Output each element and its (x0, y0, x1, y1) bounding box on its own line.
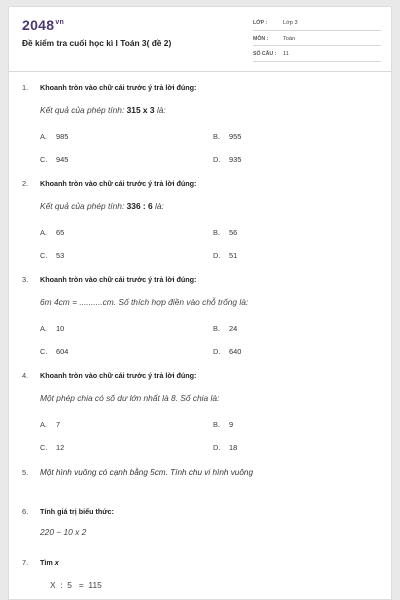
question-instruction: Khoanh tròn vào chữ cái trước ý trả lời đúng: (40, 275, 197, 284)
meta-label: MÔN : (253, 35, 269, 42)
option-value: 24 (229, 324, 238, 333)
prompt-tail: là: (155, 201, 164, 211)
question-number: 4. (22, 371, 29, 380)
option-c[interactable] (40, 443, 64, 452)
option-b[interactable] (213, 228, 237, 237)
option-b[interactable] (213, 132, 241, 141)
option-value: 945 (56, 155, 69, 164)
question-prompt: Một phép chia có số dư lớn nhất là 8. Số chia là: (40, 393, 220, 403)
question-number: 7. (22, 558, 29, 567)
option-d[interactable] (213, 155, 241, 164)
question-text: Một hình vuông có cạnh bằng 5cm. Tính chu vi hình vuông (40, 468, 254, 477)
instruction-variable: x (54, 558, 59, 567)
option-letter: C. (40, 155, 48, 164)
question-instruction: Tính giá trị biểu thức: (40, 507, 114, 516)
prompt-text: Kết quả của phép tính: (40, 201, 125, 211)
option-value: 7 (56, 420, 61, 429)
question-prompt (40, 201, 164, 211)
meta-row-subject (253, 33, 381, 47)
question-expression: 220 − 10 x 2 (40, 527, 87, 537)
option-value: 53 (56, 251, 65, 260)
question-prompt: 6m 4cm = ..........cm. Số thích hợp điền vào chỗ trống là: (40, 297, 249, 307)
question-instruction: Khoanh tròn vào chữ cái trước ý trả lời đúng: (40, 83, 197, 92)
option-value: 985 (56, 132, 69, 141)
meta-label: LỚP : (253, 20, 268, 27)
meta-value: 11 (283, 51, 289, 58)
header-divider (9, 71, 391, 72)
question-instruction: Khoanh tròn vào chữ cái trước ý trả lời đúng: (40, 179, 197, 188)
option-b[interactable] (213, 420, 233, 429)
prompt-tail: là: (156, 105, 166, 115)
option-value: 56 (229, 228, 238, 237)
option-letter: A. (40, 132, 47, 141)
question-number: 5. (22, 468, 29, 477)
exam-sheet (8, 6, 392, 600)
option-a[interactable] (40, 228, 64, 237)
option-a[interactable] (40, 324, 64, 333)
logo-suffix: vn (55, 19, 65, 27)
prompt-expression: 336 : 6 (126, 201, 153, 211)
option-letter: D. (213, 347, 221, 356)
exam-header (9, 7, 391, 71)
option-value: 935 (229, 155, 242, 164)
question-number: 3. (22, 275, 29, 284)
option-letter: B. (213, 228, 220, 237)
option-d[interactable] (213, 347, 241, 356)
option-value: 51 (229, 251, 238, 260)
option-value: 9 (229, 420, 234, 429)
option-c[interactable] (40, 251, 64, 260)
option-d[interactable] (213, 251, 237, 260)
question-instruction: Khoanh tròn vào chữ cái trước ý trả lời đúng: (40, 371, 197, 380)
exam-title: Đề kiểm tra cuối học kì I Toán 3( đề 2) (22, 38, 172, 48)
option-a[interactable] (40, 132, 68, 141)
option-c[interactable] (40, 155, 68, 164)
option-value: 640 (229, 347, 242, 356)
option-value: 10 (56, 324, 65, 333)
option-letter: D. (213, 155, 221, 164)
option-value: 18 (229, 443, 238, 452)
option-letter: B. (213, 324, 220, 333)
prompt-expression: 315 x 3 (126, 105, 155, 115)
meta-row-count (253, 48, 381, 62)
logo-text: 2048 (22, 17, 55, 33)
meta-label: SỐ CÂU : (253, 51, 277, 58)
meta-value: Toán (283, 35, 296, 42)
option-letter: A. (40, 324, 47, 333)
option-letter: C. (40, 347, 48, 356)
exam-meta (253, 17, 381, 64)
option-value: 955 (229, 132, 242, 141)
option-letter: A. (40, 420, 47, 429)
prompt-text: Kết quả của phép tính: (40, 105, 125, 115)
meta-row-class (253, 17, 381, 31)
option-a[interactable] (40, 420, 60, 429)
option-value: 65 (56, 228, 65, 237)
option-letter: A. (40, 228, 47, 237)
option-d[interactable] (213, 443, 237, 452)
option-letter: C. (40, 251, 48, 260)
question-equation: X : 5 = 115 (50, 580, 102, 590)
instruction-text: Tìm (40, 558, 53, 567)
option-letter: B. (213, 132, 220, 141)
meta-value: Lớp 3 (283, 20, 298, 27)
question-number: 1. (22, 83, 29, 92)
site-logo[interactable] (22, 17, 64, 33)
option-value: 12 (56, 443, 65, 452)
question-number: 2. (22, 179, 29, 188)
option-letter: C. (40, 443, 48, 452)
question-instruction (40, 558, 59, 567)
option-c[interactable] (40, 347, 68, 356)
question-prompt (40, 105, 166, 115)
question-number: 6. (22, 507, 29, 516)
option-letter: D. (213, 251, 221, 260)
option-b[interactable] (213, 324, 237, 333)
option-letter: D. (213, 443, 221, 452)
option-letter: B. (213, 420, 220, 429)
option-value: 604 (56, 347, 69, 356)
